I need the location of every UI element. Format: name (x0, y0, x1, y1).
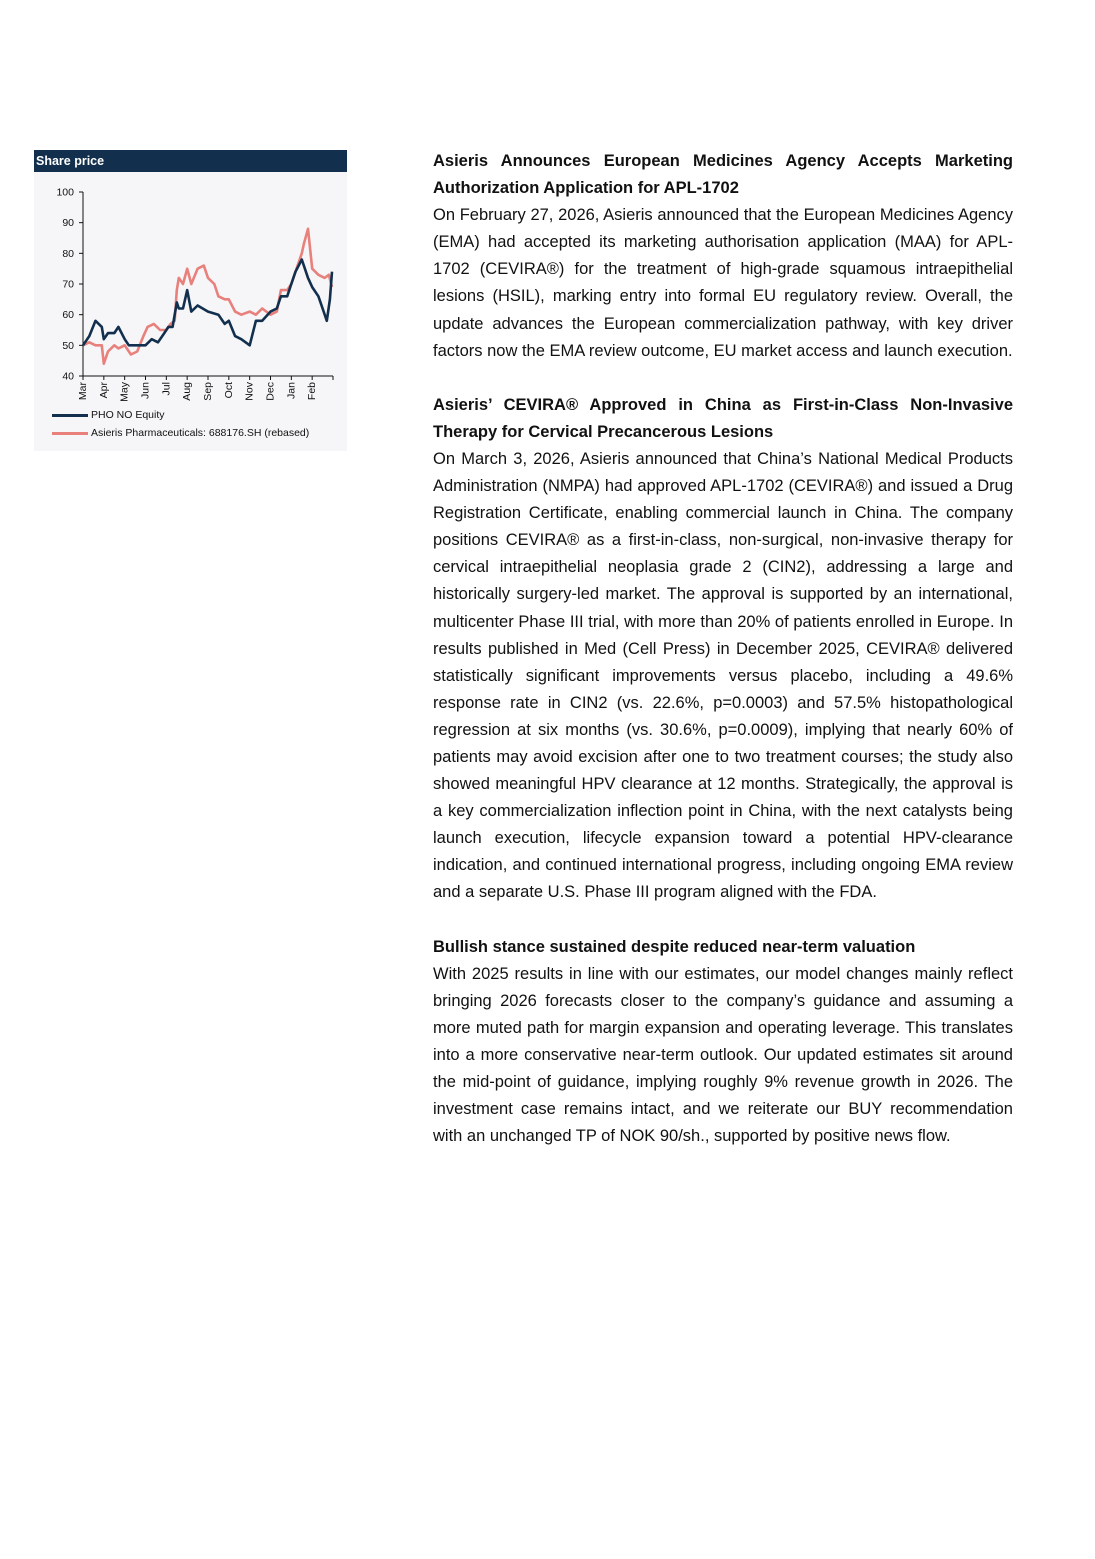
chart-legend (52, 406, 309, 442)
section-ema (433, 148, 1013, 365)
legend-swatch-navy (52, 414, 88, 417)
section-paragraph: On March 3, 2026, Asieris announced that China’s National Medical Products Administration (NMPA) had approved APL-1702 (CEVIRA®) and issued a Drug Registration Certificate, enabling commercial launch in China. The company positions CEVIRA® as a first-in-class, non-surgical, non-invasive therapy for cervical intraepithelial neoplasia grade 2 (CIN2), addressing a large and historically surgery-led market. The approval is supported by an international, multicenter Phase III trial, with more than 20% of patients enrolled in Europe. In results published in Med (Cell Press) in December 2025, CEVIRA® delivered statistically significant improvements versus placebo, including a 49.6% response rate in CIN2 (vs. 22.6%, p=0.0003) and 57.5% histopathological regression at six months (vs. 30.6%, p=0.0009), implying that nearly 60% of patients may avoid excision after one to two treatment courses; the study also showed meaningful HPV clearance at 12 months. Strategically, the approval is a key commercialization inflection point in China, with the next catalysts being launch execution, lifecycle expansion toward a potential HPV-clearance indication, and continued international progress, including ongoing EMA review and a separate U.S. Phase III program aligned with the FDA. (433, 449, 1013, 902)
svg-text:Dec: Dec (264, 382, 277, 401)
section-china-approval (433, 392, 1013, 907)
svg-text:May: May (118, 382, 131, 402)
svg-text:90: 90 (62, 217, 74, 230)
section-heading: Asieris Announces European Medicines Agency Accepts Marketing Authorization Application for APL-1702 (433, 152, 1013, 198)
share-price-chart (34, 150, 347, 451)
svg-text:Aug: Aug (181, 382, 194, 401)
section-valuation (433, 934, 1013, 1151)
section-heading: Asieris’ CEVIRA® Approved in China as First-in-Class Non-Invasive Therapy for Cervical Precancerous Lesions (433, 395, 1013, 441)
svg-text:Jan: Jan (285, 382, 298, 399)
svg-text:Apr: Apr (97, 382, 110, 399)
chart-title: Share price (34, 150, 347, 172)
svg-text:60: 60 (62, 309, 74, 322)
section-paragraph: On February 27, 2026, Asieris announced that the European Medicines Agency (EMA) had accepted its marketing authorisation application (MAA) for APL-1702 (CEVIRA®) for the treatment of high-grade squamous intraepithelial lesions (HSIL), marking entry into formal EU regulatory review. Overall, the update advances the European commercialization pathway, with key driver factors now the EMA review outcome, EU market access and launch execution. (433, 206, 1013, 360)
svg-text:80: 80 (62, 247, 74, 260)
svg-text:50: 50 (62, 339, 74, 352)
legend-item-pho (52, 406, 309, 424)
svg-text:Jun: Jun (139, 382, 152, 399)
section-paragraph: With 2025 results in line with our estimates, our model changes mainly reflect bringing 2026 forecasts closer to the company’s guidance and assuming a more muted path for margin expansion and operating leverage. This translates into a more conservative near-term outlook. Our updated estimates sit around the mid-point of guidance, implying roughly 9% revenue growth in 2026. The investment case remains intact, and we reiterate our BUY recommendation with an unchanged TP of NOK 90/sh., supported by positive news flow. (433, 964, 1013, 1146)
legend-swatch-salmon (52, 432, 88, 435)
svg-text:Nov: Nov (243, 382, 256, 401)
svg-text:Sep: Sep (202, 382, 214, 401)
svg-text:Jul: Jul (160, 382, 173, 396)
line-chart-plot (34, 172, 347, 407)
legend-item-asieris (52, 424, 309, 442)
svg-text:Mar: Mar (77, 382, 89, 401)
section-heading: Bullish stance sustained despite reduced near-term valuation (433, 937, 916, 956)
legend-label: Asieris Pharmaceuticals: 688176.SH (rebased) (91, 427, 310, 439)
svg-text:70: 70 (62, 278, 74, 291)
legend-label: PHO NO Equity (91, 409, 165, 421)
svg-text:Feb: Feb (306, 382, 319, 401)
svg-text:40: 40 (62, 370, 74, 383)
article-body (433, 148, 1013, 1177)
svg-text:Oct: Oct (222, 382, 235, 399)
svg-text:100: 100 (56, 186, 74, 199)
